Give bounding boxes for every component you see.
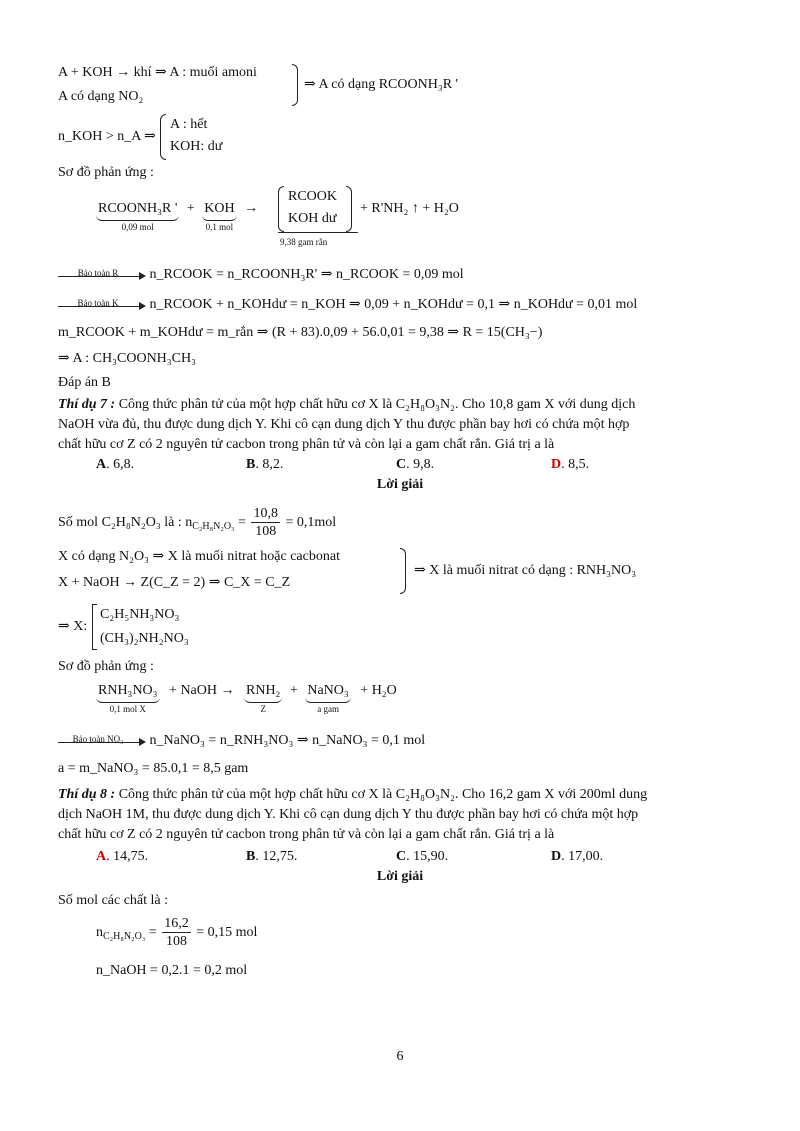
ex7-option-b: B. 8,2. — [246, 457, 284, 472]
ex7-x-conclusion: ⇒ X là muối nitrat có dạng : RNH₃NO₃ — [414, 563, 637, 578]
right-brace — [292, 64, 298, 106]
ex8-option-d: D. 17,00. — [551, 849, 604, 864]
ex7-option-d: D. 8,5. — [551, 457, 590, 472]
line-a-koh: A + KOH → khí ⇒ A : muối amoni — [58, 65, 257, 80]
product-koh: KOH dư — [288, 211, 337, 226]
product-rcook: RCOOK — [288, 189, 338, 204]
left-brace — [160, 114, 166, 160]
answer-line: Đáp án B — [58, 375, 111, 390]
ex7-option-a: A. 6,8. — [96, 457, 135, 472]
ex7-x-option-2: (CH₃)₂NH₂NO₃ — [100, 631, 189, 646]
ex8-option-c: C. 15,90. — [396, 849, 449, 864]
ex7-x-form: X có dạng N₂O₃ ⇒ X là muối nitrat hoặc cacbonat — [58, 549, 340, 564]
reaction-1: RCOONH₃R ' 0,09 mol + KOH 0,1 mol → — [98, 201, 259, 232]
bt-r-line: Bảo toàn R n_RCOOK = n_RCOONH₃R' ⇒ n_RCOOK = 0,09 mol — [58, 266, 464, 284]
ex7-reactant: RNH₃NO₃ 0,1 mol X — [98, 683, 158, 714]
product-brace-left — [278, 186, 284, 232]
ex7-text-2: NaOH vừa đủ, thu được dung dịch Y. Khi cô cạn dung dịch Y thu được phần bay hơi có chứa một hợp — [58, 417, 630, 432]
ex7-x-option-1: C₂H₅NH₃NO₃ — [100, 607, 180, 622]
ex7-mol-line: Số mol C₂H₈N₂O₃ là : $n_{C_2H_8N_2O_3}$ = $\frac{10,8}{108}$ = 0,1mol — [58, 506, 337, 540]
ex7-schema-title: Sơ đồ phản ứng : — [58, 659, 154, 674]
product-rest: + R'NH₂ ↑ + H₂O — [360, 201, 459, 216]
ex7-x-prefix: ⇒ X: — [58, 619, 88, 634]
ex7-a-line: a = m_NaNO₃ = 85.0,1 = 8,5 gam — [58, 761, 249, 776]
ex8-text-3: chất hữu cơ Z có 2 nguyên tử cacbon trong phân tử và còn lại a gam chất rắn. Giá trị a là — [58, 827, 555, 842]
ex7-option-c: C. 9,8. — [396, 457, 435, 472]
ex7-solution-title: Lời giải — [376, 477, 424, 492]
ex7-product-z: RNH₂ Z — [246, 683, 281, 714]
mass-line: m_RCOOK + m_KOHdư = m_rắn ⇒ (R + 83).0,09 + 56.0,01 = 9,38 ⇒ R = 15(CH₃−) — [58, 325, 543, 340]
ex8-mol-title: Số mol các chất là : — [58, 893, 169, 908]
case-a: A : hết — [170, 117, 208, 132]
ex8-text-1: Thí dụ 8 : Công thức phân tử của một hợp chất hữu cơ X là C₂H₈O₃N₂. Cho 16,2 gam X với 200ml dung — [58, 787, 648, 802]
reactant-2: KOH 0,1 mol — [204, 201, 235, 232]
page-number: 6 — [396, 1049, 404, 1064]
ex8-solution-title: Lời giải — [376, 869, 424, 884]
ex7-bracket — [92, 604, 97, 650]
reactant-1: RCOONH₃R ' 0,09 mol — [98, 201, 178, 232]
ex8-option-b: B. 12,75. — [246, 849, 298, 864]
product-brace-right — [346, 186, 352, 232]
ex8-mol-1: $n_{C_2H_8N_2O_3}$ = $\frac{16,2}{108}$ = 0,15 mol — [96, 916, 258, 950]
line-a-conclusion: ⇒ A có dạng RCOONH₃R ' — [304, 77, 459, 92]
product-note: 9,38 gam rắn — [280, 237, 328, 247]
ex8-text-2: dịch NaOH 1M, thu được dung dịch Y. Khi cô cạn dung dịch Y thu được phần bay hơi có chứa một hợp — [58, 807, 639, 822]
bt-k-line: Bảo toàn K n_RCOOK + n_KOHdư = n_KOH ⇒ 0,09 + n_KOHdư = 0,1 ⇒ n_KOHdư = 0,01 mol — [58, 296, 637, 314]
ex7-reaction: RNH₃NO₃ 0,1 mol X + NaOH → RNH₂ Z + NaNO₃ a gam + H₂O — [98, 683, 397, 714]
schema-title: Sơ đồ phản ứng : — [58, 165, 154, 180]
ex7-text-3: chất hữu cơ Z có 2 nguyên tử cacbon trong phân tử và còn lại a gam chất rắn. Giá trị a là — [58, 437, 555, 452]
line-nkoh-compare: n_KOH > n_A ⇒ — [58, 129, 156, 144]
ex8-mol-2: n_NaOH = 0,2.1 = 0,2 mol — [96, 963, 248, 978]
ex7-bt-line: Bảo toàn NO₃ n_NaNO₃ = n_RNH₃NO₃ ⇒ n_NaNO₃ = 0,1 mol — [58, 732, 425, 750]
line-a-form: A có dạng NO₂ — [58, 89, 144, 104]
ex8-option-a: A. 14,75. — [96, 849, 149, 864]
ex7-text-1: Thí dụ 7 : Công thức phân tử của một hợp chất hữu cơ X là C₂H₈O₃N₂. Cho 10,8 gam X với dung dịch — [58, 397, 636, 412]
case-koh: KOH: dư — [170, 139, 223, 154]
ex7-right-brace — [400, 548, 406, 594]
result-line: ⇒ A : CH₃COONH₃CH₃ — [58, 351, 197, 366]
ex7-x-naoh: X + NaOH → Z(C_Z = 2) ⇒ C_X = C_Z — [58, 575, 291, 590]
ex7-product-salt: NaNO₃ a gam — [307, 683, 349, 714]
